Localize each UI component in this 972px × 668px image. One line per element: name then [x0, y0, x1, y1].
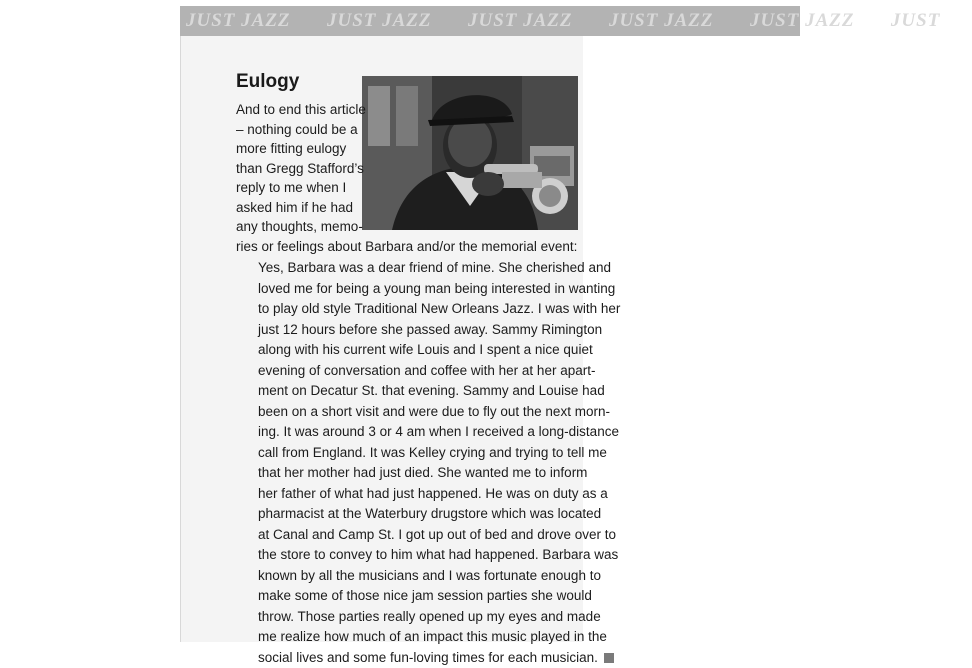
quote-line: at Canal and Camp St. I got up out of bed and drove over to	[258, 525, 580, 546]
running-header-band	[180, 6, 800, 36]
intro-line: more fitting eulogy	[236, 139, 581, 159]
article-headline: Eulogy	[236, 71, 299, 93]
quote-line: social lives and some fun-loving times for each musician.	[258, 650, 598, 665]
quote-line: me realize how much of an impact this music played in the	[258, 627, 580, 648]
gregg-stafford-quote	[258, 258, 580, 668]
quote-line: ing. It was around 3 or 4 am when I received a long-distance	[258, 422, 580, 443]
quote-line: throw. Those parties really opened up my eyes and made	[258, 607, 580, 628]
quote-line: make some of those nice jam session parties she would	[258, 586, 580, 607]
quote-line: that her mother had just died. She wanted me to inform	[258, 463, 580, 484]
quote-line: Yes, Barbara was a dear friend of mine. She cherished and	[258, 258, 580, 279]
intro-line: – nothing could be a	[236, 120, 581, 140]
quote-line: her father of what had just happened. He was on duty as a	[258, 484, 580, 505]
quote-line: to play old style Traditional New Orleans Jazz. I was with her	[258, 299, 580, 320]
intro-line: reply to me when I	[236, 178, 581, 198]
running-header-title: JUST JAZZ	[186, 6, 291, 36]
quote-line: ment on Decatur St. that evening. Sammy and Louise had	[258, 381, 580, 402]
article-intro	[236, 100, 581, 256]
quote-line: pharmacist at the Waterbury drugstore which was located	[258, 504, 580, 525]
end-mark-icon	[604, 653, 614, 663]
intro-line: any thoughts, memo-	[236, 217, 581, 237]
quote-line: been on a short visit and were due to fly out the next morn-	[258, 402, 580, 423]
quote-last-line	[258, 648, 580, 668]
quote-line: along with his current wife Louis and I spent a nice quiet	[258, 340, 580, 361]
quote-line: known by all the musicians and I was fortunate enough to	[258, 566, 580, 587]
running-header-text	[186, 6, 972, 36]
intro-line: And to end this article	[236, 100, 581, 120]
running-header-title: JUST JAZZ	[468, 6, 573, 36]
intro-line: than Gregg Stafford’s	[236, 159, 581, 179]
quote-line: call from England. It was Kelley crying and trying to tell me	[258, 443, 580, 464]
intro-line: asked him if he had	[236, 198, 581, 218]
running-header-title: JUST JAZZ	[609, 6, 714, 36]
intro-line: ries or feelings about Barbara and/or the memorial event:	[236, 237, 581, 257]
running-header-title: JUST JAZZ	[750, 6, 855, 36]
quote-line: evening of conversation and coffee with her at her apart-	[258, 361, 580, 382]
quote-line: just 12 hours before she passed away. Sammy Rimington	[258, 320, 580, 341]
running-header-title: JUST	[891, 6, 940, 36]
running-header-title: JUST JAZZ	[327, 6, 432, 36]
quote-line: loved me for being a young man being interested in wanting	[258, 279, 580, 300]
quote-line: the store to convey to him what had happened. Barbara was	[258, 545, 580, 566]
